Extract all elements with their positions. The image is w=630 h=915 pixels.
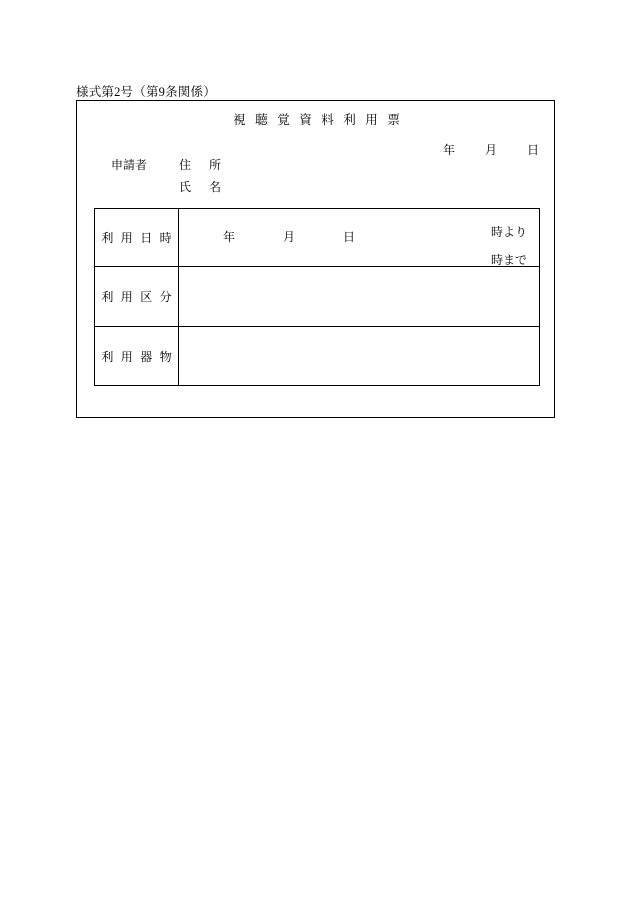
usage-category-cell[interactable] — [179, 267, 540, 327]
applicant-block — [111, 154, 224, 198]
applicant-name-label: 氏 名 — [179, 180, 225, 194]
date-line — [443, 141, 539, 158]
usage-datetime-cell[interactable] — [179, 209, 540, 267]
table-row — [95, 327, 540, 386]
usage-day-label: 日 — [343, 230, 356, 244]
date-year-label: 年 — [442, 143, 455, 157]
applicant-address-row — [111, 154, 224, 176]
form-outer-border — [76, 100, 555, 418]
applicant-label: 申請者 — [111, 158, 148, 172]
applicant-name-row — [111, 176, 224, 198]
usage-time-to-label: 時まで — [490, 253, 527, 267]
table-row — [95, 209, 540, 267]
date-day-label: 日 — [526, 143, 539, 157]
usage-form-table — [94, 208, 540, 386]
usage-month-label: 月 — [283, 230, 296, 244]
usage-date-labels — [223, 228, 355, 245]
table-row — [95, 267, 540, 327]
page-title: 視 聴 覚 資 料 利 用 票 — [233, 113, 404, 127]
row-header-usage-equipment: 利 用 器 物 — [95, 327, 179, 386]
applicant-address-label: 住 所 — [179, 158, 225, 172]
usage-year-label: 年 — [223, 230, 236, 244]
usage-time-from-label: 時より — [490, 225, 527, 239]
form-number-label: 様式第2号（第9条関係） — [76, 85, 216, 99]
date-month-label: 月 — [484, 143, 497, 157]
usage-equipment-cell[interactable] — [179, 327, 540, 386]
row-header-usage-category: 利 用 区 分 — [95, 267, 179, 327]
row-header-usage-datetime: 利 用 日 時 — [95, 209, 179, 267]
usage-time-labels — [491, 218, 527, 274]
